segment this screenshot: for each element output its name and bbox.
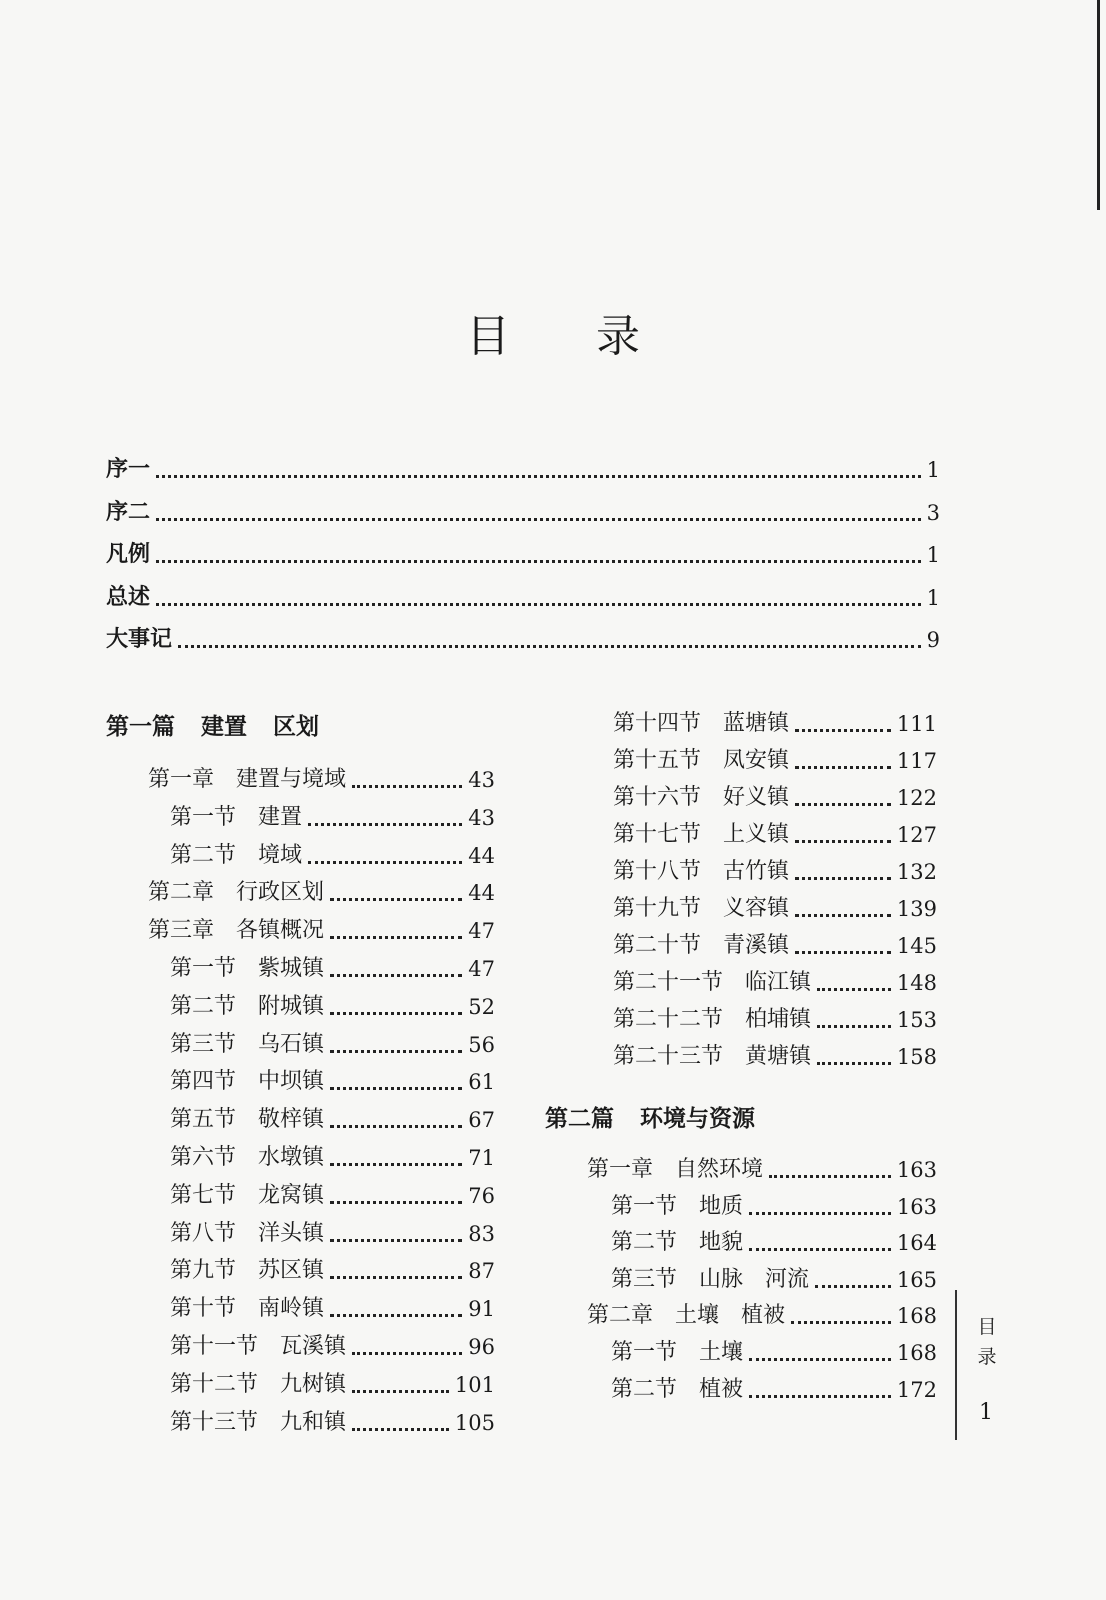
dot-leader bbox=[749, 1385, 891, 1398]
section-row bbox=[170, 1220, 495, 1248]
entry-title: 地质 bbox=[699, 1193, 744, 1219]
entry-label bbox=[170, 955, 324, 983]
entry-title: 各镇概况 bbox=[236, 918, 325, 944]
dot-leader bbox=[749, 1238, 891, 1251]
entry-page-number: 1 bbox=[926, 543, 940, 567]
entry-page-number: 168 bbox=[896, 1341, 937, 1365]
entry-title: 瓦溪镇 bbox=[280, 1334, 347, 1359]
entry-label bbox=[170, 1031, 324, 1059]
entry-page-number: 111 bbox=[896, 712, 937, 736]
entry-label bbox=[613, 784, 789, 812]
entry-label: 凡例 bbox=[106, 542, 151, 567]
entry-label bbox=[613, 1006, 811, 1034]
dot-leader bbox=[308, 813, 462, 826]
entry-label bbox=[613, 821, 789, 849]
entry-number: 第十二节 bbox=[170, 1371, 259, 1397]
entry-number: 第五节 bbox=[170, 1107, 237, 1133]
dot-leader bbox=[178, 635, 921, 648]
toc-title-char-1: 目 bbox=[466, 311, 510, 362]
dot-leader bbox=[330, 1077, 462, 1090]
toc-title bbox=[0, 300, 1106, 364]
dot-leader bbox=[795, 719, 891, 732]
running-header bbox=[976, 1312, 998, 1372]
entry-page-number: 52 bbox=[468, 994, 495, 1019]
entry-page-number: 43 bbox=[468, 768, 495, 792]
dot-leader bbox=[330, 1191, 462, 1204]
entry-label bbox=[170, 1295, 324, 1323]
entry-label bbox=[611, 1376, 743, 1404]
entry-number: 第十节 bbox=[170, 1296, 237, 1322]
entry-page-number: 163 bbox=[896, 1194, 937, 1219]
entry-label: 序二 bbox=[106, 500, 151, 525]
part-heading-1 bbox=[106, 708, 319, 741]
running-header-char: 录 bbox=[977, 1346, 997, 1368]
entry-page-number: 122 bbox=[896, 786, 937, 810]
entry-number: 第二章 bbox=[148, 880, 215, 906]
dot-leader bbox=[795, 830, 891, 843]
entry-label: 总述 bbox=[106, 585, 151, 610]
section-row bbox=[613, 710, 937, 738]
part-title: 区划 bbox=[273, 714, 319, 740]
entry-label bbox=[613, 1043, 811, 1071]
entry-number: 第四节 bbox=[170, 1069, 237, 1095]
entry-label bbox=[611, 1266, 809, 1294]
entry-label bbox=[170, 1106, 324, 1134]
entry-title: 敬梓镇 bbox=[258, 1107, 325, 1133]
part-number: 第一篇 bbox=[106, 714, 175, 740]
entry-title: 蓝塘镇 bbox=[723, 711, 790, 736]
chapter-row bbox=[148, 766, 495, 794]
page-number: 1 bbox=[979, 1400, 993, 1425]
entry-label bbox=[611, 1229, 743, 1257]
section-row bbox=[613, 969, 937, 997]
dot-leader bbox=[352, 775, 462, 788]
section-row bbox=[170, 1257, 495, 1285]
entry-page-number: 67 bbox=[468, 1108, 495, 1133]
section-row bbox=[611, 1266, 937, 1294]
section-row bbox=[613, 895, 937, 923]
entry-label bbox=[613, 710, 789, 738]
dot-leader bbox=[817, 1015, 891, 1028]
side-rule bbox=[955, 1290, 957, 1440]
entry-title: 苏区镇 bbox=[258, 1258, 325, 1284]
dot-leader bbox=[352, 1380, 449, 1393]
entry-page-number: 83 bbox=[468, 1221, 495, 1246]
entry-title: 上义镇 bbox=[723, 822, 790, 847]
entry-title: 境域 bbox=[258, 842, 303, 868]
entry-number: 第十九节 bbox=[613, 896, 702, 921]
entry-number: 第一节 bbox=[170, 804, 237, 830]
entry-title: 水墩镇 bbox=[258, 1145, 325, 1170]
dot-leader bbox=[330, 964, 462, 977]
entry-page-number: 61 bbox=[468, 1070, 495, 1095]
chapter-row bbox=[587, 1302, 937, 1330]
front-matter-row bbox=[106, 499, 940, 527]
running-header-char: 目 bbox=[977, 1316, 997, 1338]
front-matter-row bbox=[106, 541, 940, 569]
entry-number: 第十六节 bbox=[613, 785, 702, 810]
entry-page-number: 168 bbox=[896, 1304, 937, 1329]
dot-leader bbox=[795, 941, 891, 954]
entry-page-number: 71 bbox=[468, 1146, 495, 1170]
entry-page-number: 164 bbox=[896, 1231, 937, 1256]
dot-leader bbox=[817, 978, 891, 991]
section-row bbox=[613, 858, 937, 886]
entry-number: 第一章 bbox=[148, 767, 215, 792]
section-row bbox=[170, 1031, 495, 1059]
entry-number: 第三节 bbox=[170, 1031, 237, 1057]
entry-page-number: 87 bbox=[468, 1259, 495, 1284]
entry-title: 土壤 植被 bbox=[675, 1303, 786, 1329]
section-row bbox=[613, 784, 937, 812]
entry-label: 序一 bbox=[106, 457, 151, 482]
entry-number: 第二节 bbox=[611, 1230, 678, 1256]
section-row bbox=[170, 842, 495, 870]
section-row bbox=[170, 1333, 495, 1361]
entry-number: 第二十一节 bbox=[613, 970, 724, 995]
entry-page-number: 76 bbox=[468, 1183, 495, 1208]
dot-leader bbox=[330, 1002, 462, 1015]
entry-page-number: 165 bbox=[896, 1267, 937, 1292]
section-row bbox=[611, 1193, 937, 1221]
entry-page-number: 105 bbox=[454, 1410, 495, 1435]
entry-number: 第一节 bbox=[170, 956, 237, 981]
entry-title: 龙窝镇 bbox=[258, 1182, 325, 1208]
chapter-row bbox=[587, 1156, 937, 1184]
section-row bbox=[170, 1144, 495, 1172]
entry-number: 第三节 bbox=[611, 1266, 678, 1292]
section-row bbox=[613, 747, 937, 775]
dot-leader bbox=[330, 1153, 462, 1166]
entry-number: 第六节 bbox=[170, 1145, 237, 1170]
entry-title: 山脉 河流 bbox=[699, 1266, 810, 1292]
entry-number: 第七节 bbox=[170, 1182, 237, 1208]
entry-page-number: 172 bbox=[896, 1377, 937, 1402]
entry-page-number: 145 bbox=[896, 934, 937, 958]
section-row bbox=[170, 804, 495, 832]
entry-number: 第二十二节 bbox=[613, 1007, 724, 1032]
dot-leader bbox=[330, 1304, 462, 1317]
entry-page-number: 1 bbox=[926, 458, 940, 482]
entry-page-number: 96 bbox=[468, 1335, 495, 1359]
dot-leader bbox=[330, 926, 462, 939]
dot-leader bbox=[330, 888, 462, 901]
entry-label bbox=[170, 993, 324, 1021]
entry-page-number: 153 bbox=[896, 1008, 937, 1032]
entry-label bbox=[170, 1371, 346, 1399]
entry-number: 第十一节 bbox=[170, 1334, 259, 1359]
entry-title: 义容镇 bbox=[723, 896, 790, 921]
entry-title: 九树镇 bbox=[280, 1371, 347, 1397]
entry-number: 第十四节 bbox=[613, 711, 702, 736]
entry-title: 南岭镇 bbox=[258, 1296, 325, 1322]
section-row bbox=[170, 1068, 495, 1096]
entry-title: 土壤 bbox=[699, 1340, 744, 1365]
entry-label bbox=[613, 858, 789, 886]
entry-label bbox=[170, 842, 302, 870]
entry-label bbox=[170, 1257, 324, 1285]
entry-page-number: 163 bbox=[896, 1158, 937, 1182]
section-row bbox=[170, 1295, 495, 1323]
dot-leader bbox=[330, 1266, 462, 1279]
entry-label bbox=[170, 1068, 324, 1096]
entry-page-number: 3 bbox=[926, 501, 940, 525]
entry-title: 紫城镇 bbox=[258, 956, 325, 981]
entry-title: 附城镇 bbox=[258, 993, 325, 1019]
entry-title: 建置与境域 bbox=[236, 767, 347, 792]
entry-title: 临江镇 bbox=[745, 970, 812, 995]
entry-page-number: 148 bbox=[896, 971, 937, 995]
entry-title: 青溪镇 bbox=[723, 933, 790, 958]
entry-page-number: 101 bbox=[454, 1372, 495, 1397]
entry-label bbox=[613, 969, 811, 997]
dot-leader bbox=[795, 904, 891, 917]
entry-number: 第十八节 bbox=[613, 859, 702, 884]
entry-number: 第三章 bbox=[148, 918, 215, 944]
dot-leader bbox=[795, 793, 891, 806]
dot-leader bbox=[795, 756, 891, 769]
entry-page-number: 158 bbox=[896, 1045, 937, 1069]
entry-page-number: 139 bbox=[896, 897, 937, 921]
entry-number: 第十五节 bbox=[613, 748, 702, 773]
toc-title-char-2: 录 bbox=[596, 311, 640, 362]
entry-label bbox=[170, 1409, 346, 1437]
entry-title: 九和镇 bbox=[280, 1409, 347, 1435]
entry-number: 第二章 bbox=[587, 1303, 654, 1329]
section-row bbox=[170, 955, 495, 983]
entry-number: 第二节 bbox=[611, 1376, 678, 1402]
dot-leader bbox=[791, 1311, 891, 1324]
entry-title: 自然环境 bbox=[675, 1157, 764, 1182]
entry-label bbox=[611, 1339, 743, 1367]
entry-title: 洋头镇 bbox=[258, 1220, 325, 1246]
entry-label bbox=[170, 1333, 346, 1361]
entry-page-number: 43 bbox=[468, 805, 495, 830]
entry-page-number: 44 bbox=[468, 881, 495, 906]
dot-leader bbox=[352, 1418, 449, 1431]
entry-page-number: 44 bbox=[468, 843, 495, 868]
chapter-row bbox=[148, 879, 495, 907]
entry-number: 第一节 bbox=[611, 1193, 678, 1219]
front-matter-row bbox=[106, 626, 940, 654]
entry-title: 黄塘镇 bbox=[745, 1044, 812, 1069]
dot-leader bbox=[769, 1165, 891, 1178]
dot-leader bbox=[156, 550, 921, 563]
entry-title: 植被 bbox=[699, 1376, 744, 1402]
section-row bbox=[611, 1339, 937, 1367]
front-matter-row bbox=[106, 456, 940, 484]
entry-number: 第二节 bbox=[170, 842, 237, 868]
entry-label bbox=[148, 879, 324, 907]
entry-title: 柏埔镇 bbox=[745, 1007, 812, 1032]
part-number: 第二篇 bbox=[545, 1106, 614, 1132]
entry-title: 中坝镇 bbox=[258, 1069, 325, 1095]
section-row bbox=[611, 1376, 937, 1404]
entry-title: 好义镇 bbox=[723, 785, 790, 810]
entry-title: 乌石镇 bbox=[258, 1031, 325, 1057]
entry-number: 第八节 bbox=[170, 1220, 237, 1246]
entry-page-number: 132 bbox=[896, 860, 937, 884]
section-row bbox=[170, 1106, 495, 1134]
section-row bbox=[170, 1371, 495, 1399]
entry-page-number: 56 bbox=[468, 1032, 495, 1057]
front-matter-row bbox=[106, 584, 940, 612]
dot-leader bbox=[330, 1115, 462, 1128]
entry-number: 第九节 bbox=[170, 1258, 237, 1284]
section-row bbox=[611, 1229, 937, 1257]
dot-leader bbox=[749, 1202, 891, 1215]
entry-number: 第十三节 bbox=[170, 1409, 259, 1435]
dot-leader bbox=[817, 1052, 891, 1065]
section-row bbox=[613, 1006, 937, 1034]
entry-title: 凤安镇 bbox=[723, 748, 790, 773]
entry-number: 第二十三节 bbox=[613, 1044, 724, 1069]
entry-label bbox=[613, 895, 789, 923]
entry-page-number: 91 bbox=[468, 1297, 495, 1322]
entry-label bbox=[613, 932, 789, 960]
entry-page-number: 1 bbox=[926, 586, 940, 610]
entry-page-number: 117 bbox=[896, 749, 937, 773]
page-edge-line bbox=[1097, 0, 1100, 210]
section-row bbox=[170, 1409, 495, 1437]
entry-label bbox=[611, 1193, 743, 1221]
entry-label bbox=[170, 1182, 324, 1210]
entry-label bbox=[148, 917, 324, 945]
part-title: 环境与资源 bbox=[640, 1106, 755, 1132]
entry-page-number: 9 bbox=[926, 628, 940, 652]
entry-page-number: 127 bbox=[896, 823, 937, 847]
entry-page-number: 47 bbox=[468, 957, 495, 981]
entry-title: 行政区划 bbox=[236, 880, 325, 906]
entry-title: 古竹镇 bbox=[723, 859, 790, 884]
dot-leader bbox=[156, 465, 921, 478]
dot-leader bbox=[749, 1348, 891, 1361]
dot-leader bbox=[156, 508, 921, 521]
entry-label bbox=[587, 1156, 763, 1184]
part-heading-2 bbox=[545, 1100, 755, 1133]
chapter-row bbox=[148, 917, 495, 945]
entry-title: 建置 bbox=[258, 804, 303, 830]
entry-label bbox=[170, 804, 302, 832]
section-row bbox=[613, 932, 937, 960]
dot-leader bbox=[795, 867, 891, 880]
dot-leader bbox=[156, 593, 921, 606]
entry-number: 第一节 bbox=[611, 1340, 678, 1365]
section-row bbox=[613, 821, 937, 849]
entry-number: 第二节 bbox=[170, 993, 237, 1019]
entry-label bbox=[613, 747, 789, 775]
entry-label bbox=[170, 1220, 324, 1248]
part-title: 建置 bbox=[201, 714, 247, 740]
section-row bbox=[613, 1043, 937, 1071]
entry-label bbox=[587, 1302, 785, 1330]
entry-number: 第十七节 bbox=[613, 822, 702, 847]
entry-label bbox=[148, 766, 346, 794]
dot-leader bbox=[330, 1040, 462, 1053]
entry-label: 大事记 bbox=[106, 627, 173, 652]
section-row bbox=[170, 993, 495, 1021]
section-row bbox=[170, 1182, 495, 1210]
dot-leader bbox=[308, 851, 462, 864]
entry-label bbox=[170, 1144, 324, 1172]
entry-number: 第二十节 bbox=[613, 933, 702, 958]
dot-leader bbox=[815, 1275, 891, 1288]
entry-title: 地貌 bbox=[699, 1230, 744, 1256]
dot-leader bbox=[330, 1229, 462, 1242]
entry-page-number: 47 bbox=[468, 919, 495, 944]
dot-leader bbox=[352, 1342, 462, 1355]
entry-number: 第一章 bbox=[587, 1157, 654, 1182]
